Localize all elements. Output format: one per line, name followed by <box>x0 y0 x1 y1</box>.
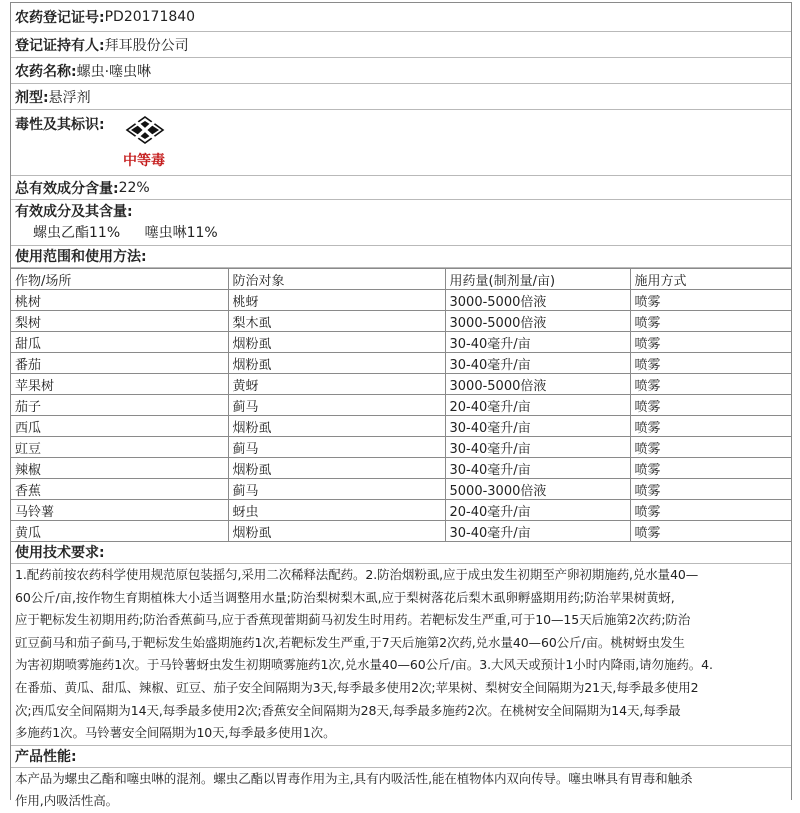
holder-label: 登记证持有人: <box>15 37 105 54</box>
cell-crop: 马铃薯 <box>11 500 228 521</box>
cell-dosage: 3000-5000倍液 <box>445 290 630 311</box>
text-line: 多施药1次。马铃薯安全间隔期为10天,每季最多使用1次。 <box>15 725 336 741</box>
technical-requirements-text <box>11 564 791 746</box>
cell-crop: 茄子 <box>11 395 228 416</box>
technical-title: 使用技术要求: <box>11 542 791 564</box>
cell-dosage: 3000-5000倍液 <box>445 374 630 395</box>
table-row <box>11 521 791 542</box>
pesticide-name-label: 农药名称: <box>15 63 77 80</box>
ingredients-list <box>11 222 791 245</box>
cell-target: 桃蚜 <box>228 290 445 311</box>
cell-dosage: 30-40毫升/亩 <box>445 458 630 479</box>
pesticide-name-row <box>11 58 791 84</box>
cell-target: 黄蚜 <box>228 374 445 395</box>
cell-method: 喷雾 <box>630 458 791 479</box>
toxicity-diamond-cross-icon <box>125 116 165 144</box>
cell-dosage: 3000-5000倍液 <box>445 311 630 332</box>
cell-dosage: 5000-3000倍液 <box>445 479 630 500</box>
cell-crop: 甜瓜 <box>11 332 228 353</box>
table-row <box>11 500 791 521</box>
cell-target: 蓟马 <box>228 479 445 500</box>
toxicity-row <box>11 110 791 176</box>
formulation-label: 剂型: <box>15 89 49 106</box>
toxicity-label: 毒性及其标识: <box>15 117 105 133</box>
table-row <box>11 416 791 437</box>
cell-method: 喷雾 <box>630 353 791 374</box>
cell-target: 蓟马 <box>228 395 445 416</box>
text-line: 次;西瓜安全间隔期为14天,每季最多使用2次;香蕉安全间隔期为28天,每季最多施药2次。在桃树安全间隔期为14天,每季最 <box>15 702 681 718</box>
cell-crop: 西瓜 <box>11 416 228 437</box>
cell-dosage: 30-40毫升/亩 <box>445 332 630 353</box>
cell-crop: 黄瓜 <box>11 521 228 542</box>
cell-crop: 豇豆 <box>11 437 228 458</box>
text-line: 应于靶标发生初期用药;防治香蕉蓟马,应于香蕉现蕾期蓟马初发生时用药。若靶标发生严重,可于10—15天后施第2次药;防治 <box>15 612 691 628</box>
table-row <box>11 311 791 332</box>
usage-table-header <box>11 269 791 290</box>
cell-method: 喷雾 <box>630 332 791 353</box>
registration-label: 农药登记证号: <box>15 10 105 26</box>
text-line: 为害初期喷雾施药1次。于马铃薯蚜虫发生初期喷雾施药1次,兑水量40—60公斤/亩。3.大风天或预计1小时内降雨,请勿施药。4. <box>15 657 713 673</box>
cell-crop: 香蕉 <box>11 479 228 500</box>
total-content-row <box>11 176 791 200</box>
table-row <box>11 374 791 395</box>
performance-title: 产品性能: <box>11 746 791 768</box>
header-target: 防治对象 <box>228 269 445 290</box>
cell-dosage: 30-40毫升/亩 <box>445 416 630 437</box>
pesticide-name-value: 螺虫·噻虫啉 <box>76 63 152 80</box>
header-method: 施用方式 <box>630 269 791 290</box>
cell-target: 烟粉虱 <box>228 416 445 437</box>
cell-crop: 苹果树 <box>11 374 228 395</box>
table-row <box>11 479 791 500</box>
text-line: 作用,内吸活性高。 <box>15 793 119 809</box>
cell-method: 喷雾 <box>630 479 791 500</box>
cell-method: 喷雾 <box>630 437 791 458</box>
cell-method: 喷雾 <box>630 416 791 437</box>
product-performance-text <box>11 768 791 813</box>
cell-dosage: 20-40毫升/亩 <box>445 395 630 416</box>
cell-method: 喷雾 <box>630 311 791 332</box>
cell-dosage: 20-40毫升/亩 <box>445 500 630 521</box>
holder-row <box>11 32 791 58</box>
cell-target: 蚜虫 <box>228 500 445 521</box>
cell-target: 梨木虱 <box>228 311 445 332</box>
text-line: 豇豆蓟马和茄子蓟马,于靶标发生始盛期施药1次,若靶标发生严重,于7天后施第2次药,兑水量40—60公斤/亩。桃树蚜虫发生 <box>15 634 685 650</box>
cell-target: 蓟马 <box>228 437 445 458</box>
ingredients-label: 有效成分及其含量: <box>15 204 133 220</box>
table-row <box>11 458 791 479</box>
cell-target: 烟粉虱 <box>228 332 445 353</box>
cell-method: 喷雾 <box>630 500 791 521</box>
total-content-label: 总有效成分含量: <box>15 180 119 197</box>
usage-table <box>11 268 791 542</box>
cell-dosage: 30-40毫升/亩 <box>445 521 630 542</box>
usage-title: 使用范围和使用方法: <box>11 246 791 268</box>
ingredient-2: 噻虫啉11% <box>144 225 218 241</box>
text-line: 在番茄、黄瓜、甜瓜、辣椒、豇豆、茄子安全间隔期为3天,每季最多使用2次;苹果树、梨树安全间隔期为21天,每季最多使用2 <box>15 679 699 695</box>
ingredients-section <box>11 200 791 246</box>
toxicity-level: 中等毒 <box>123 153 165 169</box>
formulation-row <box>11 84 791 110</box>
total-content-value: 22% <box>118 179 150 196</box>
cell-target: 烟粉虱 <box>228 458 445 479</box>
cell-crop: 辣椒 <box>11 458 228 479</box>
header-crop: 作物/场所 <box>11 269 228 290</box>
cell-crop: 梨树 <box>11 311 228 332</box>
table-row <box>11 332 791 353</box>
registration-row <box>11 3 791 32</box>
cell-method: 喷雾 <box>630 290 791 311</box>
table-row <box>11 395 791 416</box>
cell-target: 烟粉虱 <box>228 521 445 542</box>
cell-method: 喷雾 <box>630 521 791 542</box>
cell-crop: 桃树 <box>11 290 228 311</box>
cell-method: 喷雾 <box>630 395 791 416</box>
cell-dosage: 30-40毫升/亩 <box>445 353 630 374</box>
table-row <box>11 353 791 374</box>
cell-dosage: 30-40毫升/亩 <box>445 437 630 458</box>
formulation-value: 悬浮剂 <box>48 89 91 106</box>
cell-crop: 番茄 <box>11 353 228 374</box>
text-line: 1.配药前按农药科学使用规范原包装摇匀,采用二次稀释法配药。2.防治烟粉虱,应于成虫发生初期至产卵初期施药,兑水量40— <box>15 567 699 582</box>
pesticide-registration-sheet <box>10 2 792 809</box>
text-line: 本产品为螺虫乙酯和噻虫啉的混剂。螺虫乙酯以胃毒作用为主,具有内吸活性,能在植物体内双向传导。噻虫啉具有胃毒和触杀 <box>15 770 693 786</box>
ingredient-1: 螺虫乙酯11% <box>33 225 121 241</box>
cell-target: 烟粉虱 <box>228 353 445 374</box>
header-dosage: 用药量(制剂量/亩) <box>445 269 630 290</box>
cell-method: 喷雾 <box>630 374 791 395</box>
text-line: 60公斤/亩,按作物生育期植株大小适当调整用水量;防治梨树梨木虱,应于梨树落花后梨木虱卵孵盛期用药;防治苹果树黄蚜, <box>15 589 675 605</box>
registration-number: PD20171840 <box>104 9 196 25</box>
table-row <box>11 437 791 458</box>
table-row <box>11 290 791 311</box>
holder-value: 拜耳股份公司 <box>104 37 189 54</box>
